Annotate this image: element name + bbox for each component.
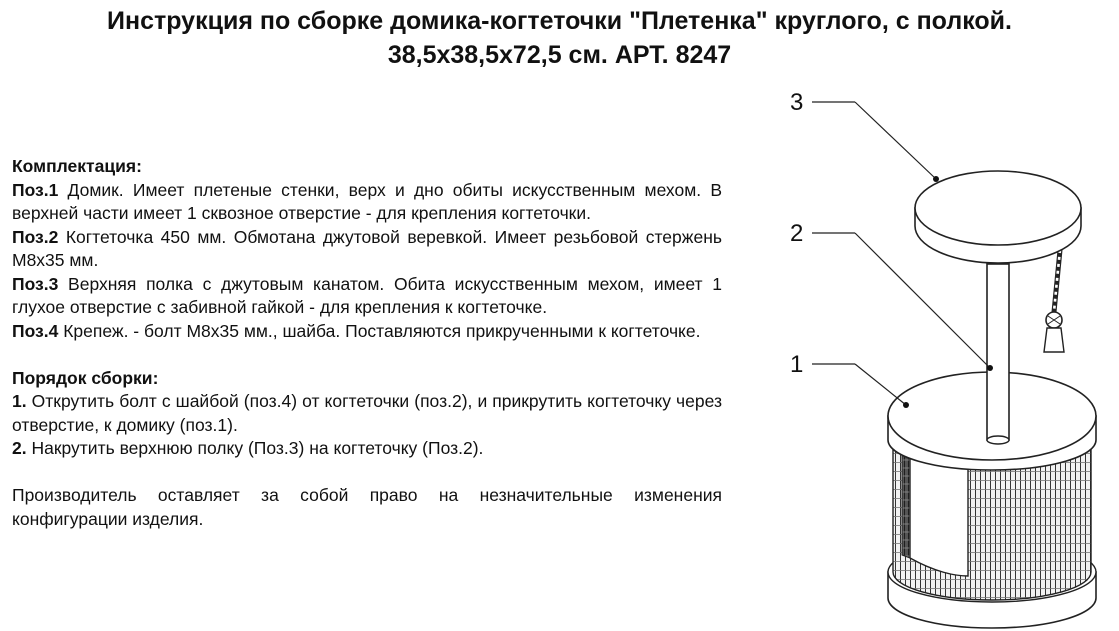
kit-item-1 [12,179,722,226]
kit-item-label: Поз.3 [12,273,59,294]
assembly-step-number: 2. [12,438,27,458]
document-title [0,4,1119,72]
kit-item-2 [12,226,722,273]
kit-item-text: Домик. Имеет плетеные стенки, верх и дно обиты искусственным мехом. В верхней части имеет 1 сквозное отверстие - для крепления когтеточки. [12,179,722,223]
kit-item-4 [12,320,722,344]
callout-number: 1 [790,351,804,378]
callout-3 [790,89,939,182]
assembly-step-number: 1. [12,391,27,411]
kit-item-text: Когтеточка 450 мм. Обмотана джутовой веревкой. Имеет резьбовой стержень М8х35 мм. [12,226,722,270]
disclaimer-text: Производитель оставляет за собой право на незначительные изменения конфигурации изделия. [12,485,722,529]
callout-number: 2 [790,220,804,247]
callout-number: 3 [790,89,804,116]
scratching-post-part [987,264,1009,444]
instructions-text [12,155,722,531]
post-body [987,264,1009,440]
title-line-1: Инструкция по сборке домика-когтеточки "Плетенка" круглого, с полкой. [107,7,1012,35]
rope-tassel [1044,328,1064,352]
kit-item-3 [12,273,722,320]
spacer [12,343,722,367]
kit-item-label: Поз.4 [12,320,59,341]
assembly-step-text: Открутить болт с шайбой (поз.4) от когтеточки (поз.2), и прикрутить когтеточку через отверстие, к домику (поз.1). [12,391,722,435]
kit-item-text: Крепеж. - болт М8х35 мм., шайба. Поставляются прикрученными к когтеточке. [58,320,701,341]
kit-item-label: Поз.1 [12,179,59,200]
spacer [12,461,722,485]
assembly-step-text: Накрутить верхнюю полку (Поз.3) на когтеточку (Поз.2). [26,438,484,458]
product-drawing [760,80,1119,631]
callout-1 [790,351,909,408]
assembly-step-2 [12,437,722,461]
title-line-2: 38,5х38,5х72,5 см. АРТ. 8247 [387,41,732,69]
kit-item-text: Верхняя полка с джутовым канатом. Обита искусственным мехом, имеет 1 глухое отверстие с забивной гайкой - для крепления к когтеточке. [12,273,722,317]
post-base [987,436,1009,444]
assembly-step-1 [12,390,722,437]
assembly-heading: Порядок сборки: [12,367,159,388]
shelf-top-surface [915,171,1081,245]
kit-heading: Комплектация: [12,156,142,176]
kit-item-label: Поз.2 [12,226,59,247]
